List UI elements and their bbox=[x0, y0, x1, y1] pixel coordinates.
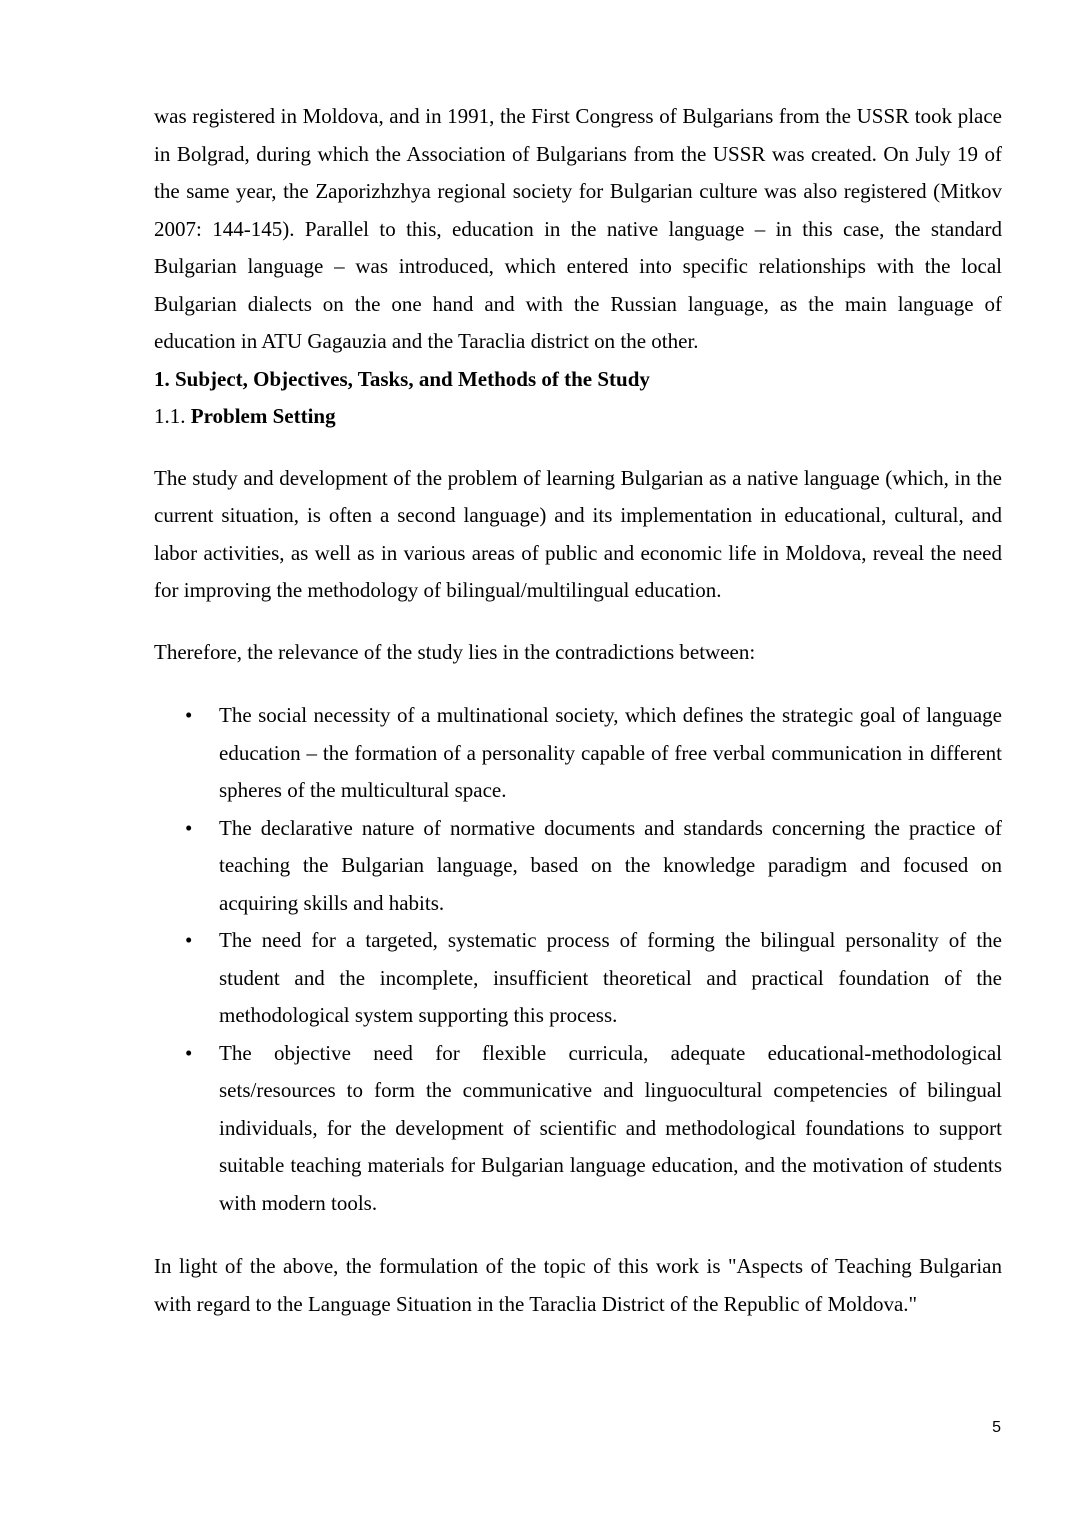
list-item-text: The need for a targeted, systematic process of forming the bilingual personality of the student and the incomplete, insufficient theoretical and practical foundation of the methodological system supporting this process. bbox=[219, 928, 1002, 1027]
list-item bbox=[154, 810, 1002, 923]
list-item-text: The objective need for flexible curricula, adequate educational-methodological sets/resources to form the communicative and linguocultural competencies of bilingual individuals, for the development of scientific and methodological foundations to support suitable teaching materials for Bulgarian language education, and the motivation of students with modern tools. bbox=[219, 1040, 1002, 1215]
list-item-text: The declarative nature of normative documents and standards concerning the practice of teaching the Bulgarian language, based on the knowledge paradigm and focused on acquiring skills and habits. bbox=[219, 815, 1002, 915]
problem-paragraph: The study and development of the problem of learning Bulgarian as a native language (which, in the current situation, is often a second language) and its implementation in educational, cultural, and labor activities, as well as in various areas of public and economic life in Moldova, reveal the need for improving the methodology of bilingual/multilingual education. bbox=[154, 465, 1002, 602]
bullet-icon: • bbox=[185, 703, 193, 727]
page-number: 5 bbox=[992, 1419, 1001, 1436]
contradictions-list bbox=[154, 697, 1002, 1222]
list-item-text: The social necessity of a multinational society, which defines the strategic goal of language education – the formation of a personality capable of free verbal communication in different spheres of the multicultural space. bbox=[219, 703, 1002, 802]
list-item bbox=[154, 922, 1002, 1035]
list-item bbox=[154, 697, 1002, 810]
subsection-heading bbox=[154, 398, 1002, 436]
subsection-number: 1.1. bbox=[154, 404, 191, 428]
bullet-icon: • bbox=[185, 815, 193, 840]
bullet-icon: • bbox=[185, 928, 193, 952]
conclusion-paragraph: In light of the above, the formulation of the topic of this work is "Aspects of Teaching Bulgarian with regard to the Language Situation in the Taraclia District of the Republic of Moldova." bbox=[154, 1254, 1002, 1316]
document-page bbox=[154, 98, 1002, 1323]
section-heading: 1. Subject, Objectives, Tasks, and Methods of the Study bbox=[154, 366, 650, 391]
list-item bbox=[154, 1035, 1002, 1223]
relevance-intro: Therefore, the relevance of the study lies in the contradictions between: bbox=[154, 639, 756, 664]
subsection-title: Problem Setting bbox=[190, 404, 336, 428]
intro-paragraph: was registered in Moldova, and in 1991, the First Congress of Bulgarians from the USSR took place in Bolgrad, during which the Association of Bulgarians from the USSR was created. On July 19 of the same year, the Zaporizhzhya regional society for Bulgarian culture was also registered (Mitkov 2007: 144-145). Parallel to this, education in the native language – in this case, the standard Bulgarian language – was introduced, which entered into specific relationships with the local Bulgarian dialects on the one hand and with the Russian language, as the main language of education in ATU Gagauzia and the Taraclia district on the other. bbox=[154, 104, 1002, 353]
bullet-icon: • bbox=[185, 1040, 193, 1065]
